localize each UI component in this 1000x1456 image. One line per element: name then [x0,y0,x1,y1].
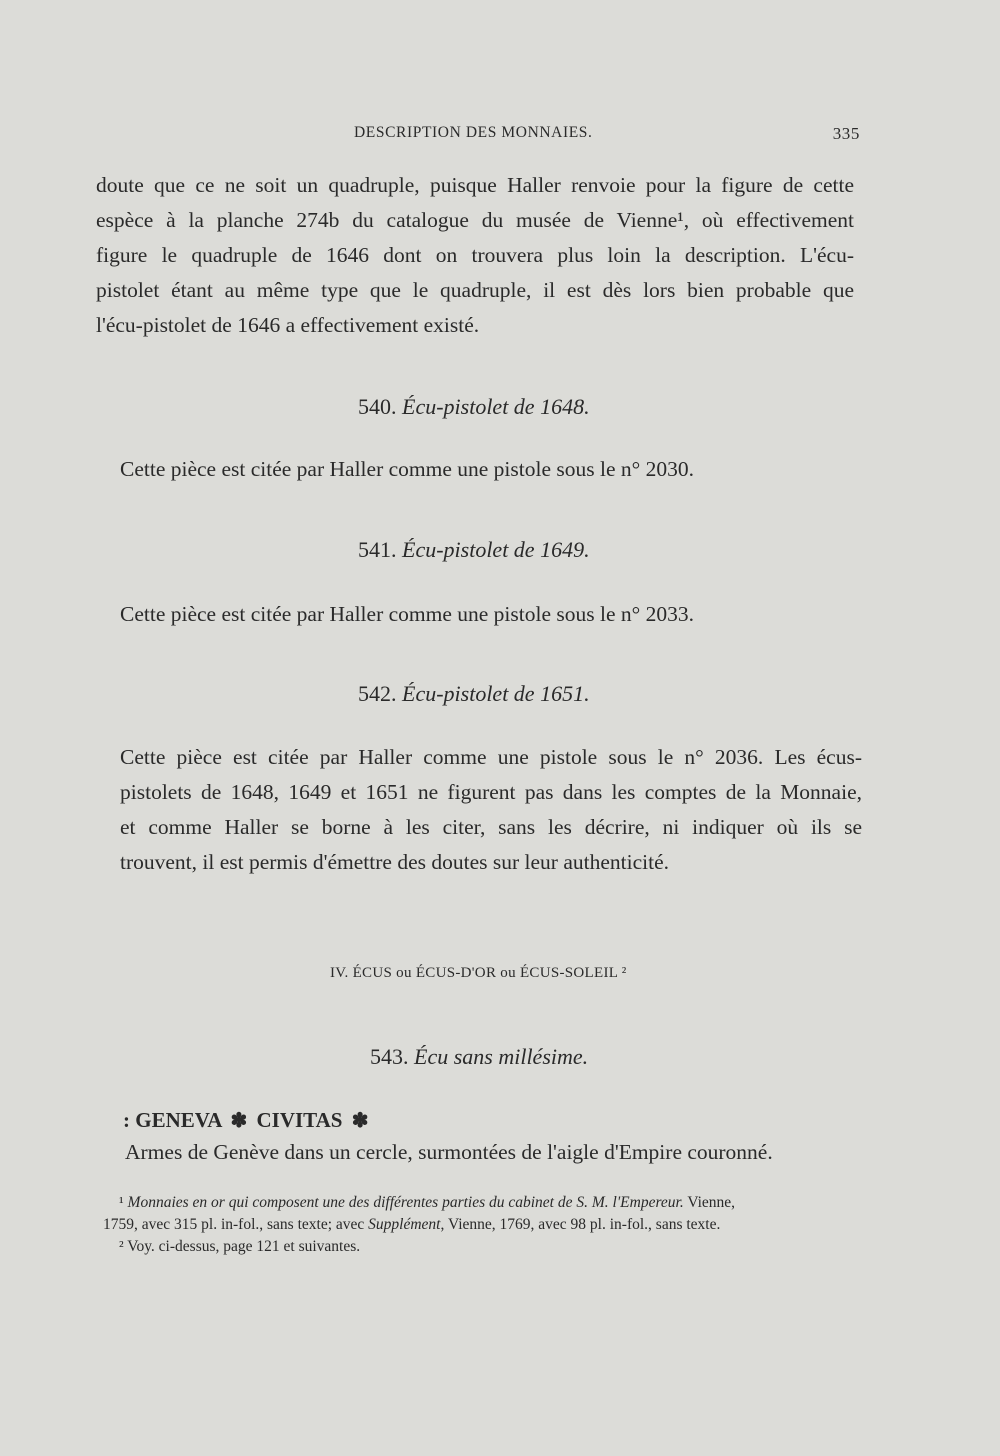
section-heading: IV. ÉCUS ou ÉCUS-D'OR ou ÉCUS-SOLEIL ² [330,965,627,981]
footnote-text: 1759, avec 315 pl. in-fol., sans texte; avec [103,1216,369,1233]
entry-label: Écu sans millésime. [414,1044,589,1069]
footnote-text: , Vienne, 1769, avec 98 pl. in-fol., sans texte. [440,1216,721,1233]
entry-number: 541. [358,537,397,562]
footnote-2: ² Voy. ci-dessus, page 121 et suivantes. [119,1238,361,1255]
intro-paragraph [96,168,854,343]
footnote-marker: ¹ [119,1194,124,1211]
entry-541-text [120,597,820,632]
entry-label: Écu-pistolet de 1651. [402,681,590,706]
footnote-1-line-2 [103,1214,863,1236]
text-line: trouvent, il est permis d'émettre des doutes sur leur authenticité. [120,850,669,874]
footnote-text: Vienne, [683,1194,736,1211]
legend-text: : GENEVA [123,1108,222,1132]
rosette-icon: ✽ [351,1110,369,1132]
entry-number: 542. [358,681,397,706]
entry-540-text [120,452,820,487]
running-title: DESCRIPTION DES MONNAIES. [354,124,593,141]
coin-legend [123,1108,372,1133]
text-line: doute que ce ne soit un quadruple, puisque Haller renvoie pour la figure de cette [96,173,854,197]
footnote-italic-title: Monnaies en or qui composent une des différentes parties du cabinet de S. M. l'Empereur. [127,1194,684,1211]
entry-543-title [370,1044,588,1070]
rosette-icon: ✽ [230,1110,248,1132]
entry-541-title [358,537,590,563]
text-line: l'écu-pistolet de 1646 a effectivement existé. [96,313,480,337]
text-line: figure le quadruple de 1646 dont on trouvera plus loin la description. L'écu- [96,243,854,267]
footnote-italic-text: Supplément [368,1216,441,1233]
coin-description: Armes de Genève dans un cercle, surmontées de l'aigle d'Empire couronné. [125,1140,773,1164]
text-line: et comme Haller se borne à les citer, sans les décrire, ni indiquer où ils se [120,815,862,839]
entry-label: Écu-pistolet de 1649. [402,537,590,562]
footnote-1-line-1 [103,1192,863,1214]
footnotes [103,1192,863,1258]
entry-542-text [120,740,862,880]
entry-text: Cette pièce est citée par Haller comme une pistole sous le n° 2033. [120,602,694,626]
entry-540-title [358,394,590,420]
legend-text: CIVITAS [256,1108,343,1132]
text-line: Cette pièce est citée par Haller comme une pistole sous le n° 2036. Les écus- [120,745,862,769]
entry-number: 540. [358,394,397,419]
text-line: pistolets de 1648, 1649 et 1651 ne figurent pas dans les comptes de la Monnaie, [120,780,862,804]
page-number: 335 [832,124,860,143]
entry-number: 543. [370,1044,409,1069]
entry-label: Écu-pistolet de 1648. [402,394,590,419]
text-line: espèce à la planche 274b du catalogue du musée de Vienne¹, où effectivement [96,208,854,232]
entry-542-title [358,681,590,707]
text-line: pistolet étant au même type que le quadruple, il est dès lors bien probable que [96,278,854,302]
entry-text: Cette pièce est citée par Haller comme une pistole sous le n° 2030. [120,457,694,481]
